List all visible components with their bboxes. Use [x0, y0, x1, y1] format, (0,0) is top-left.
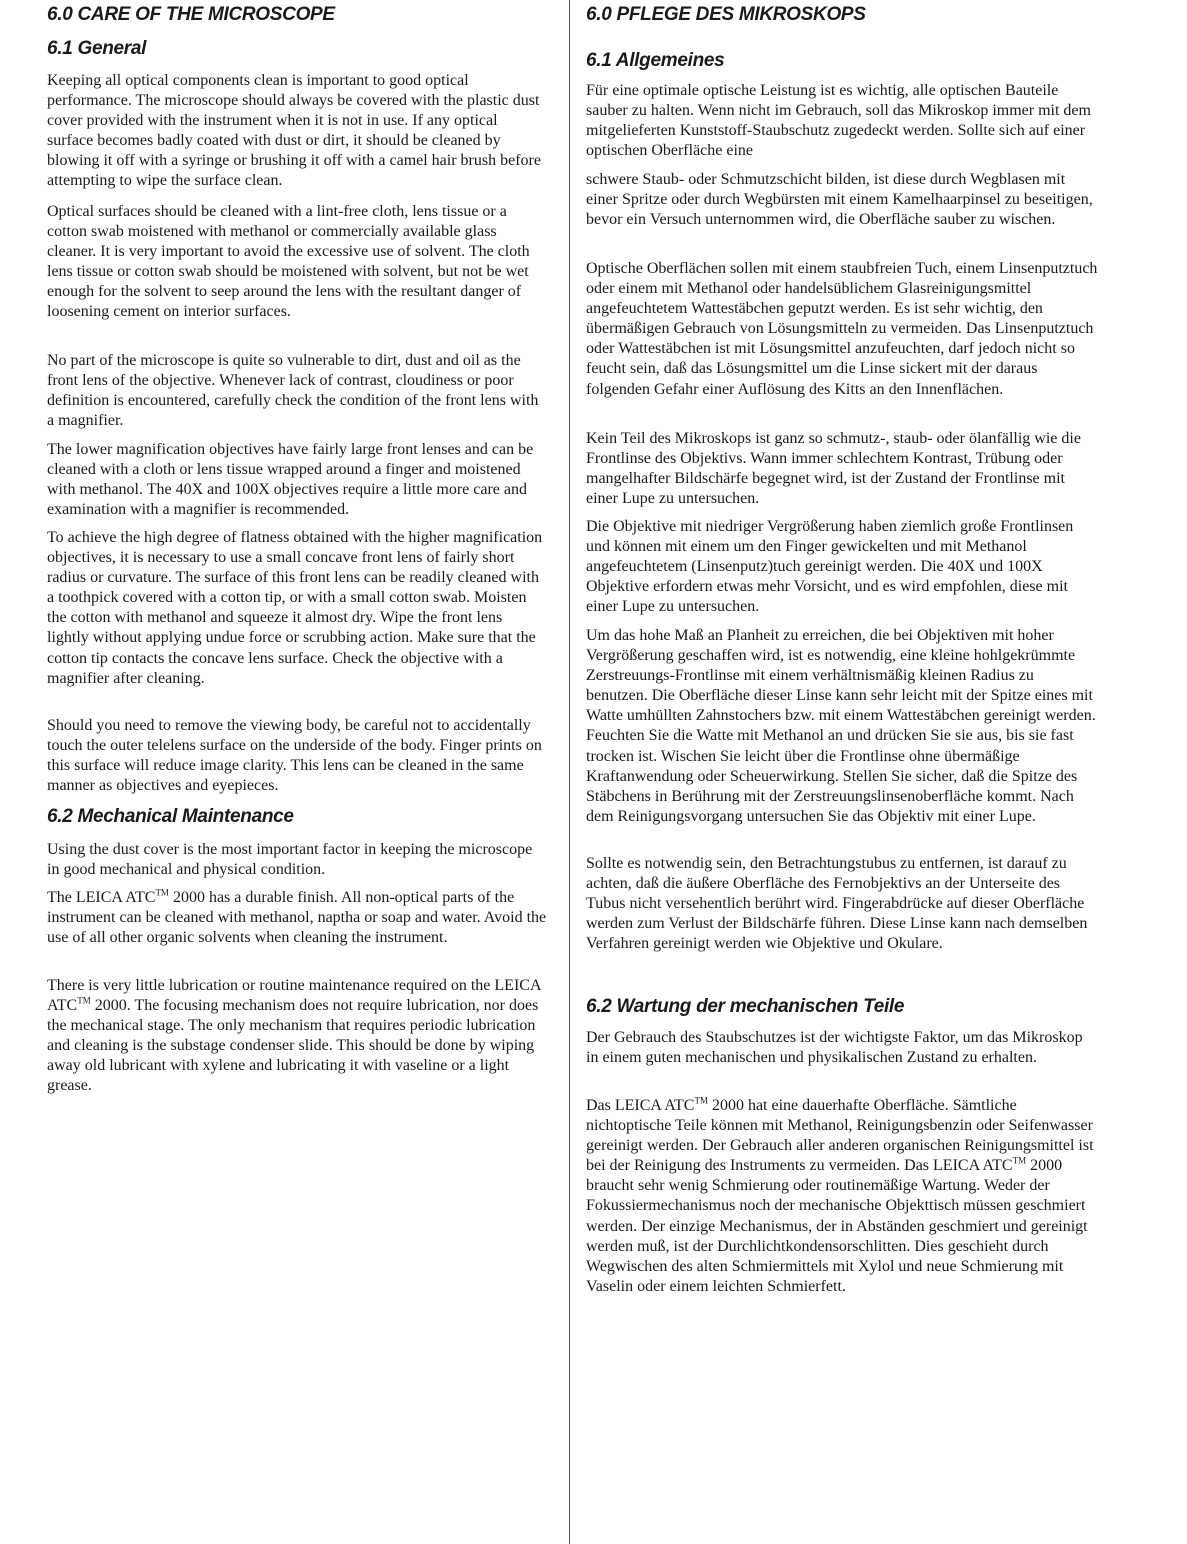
mechanical-heading: 6.2 Mechanical Maintenance	[47, 806, 294, 827]
paragraph: schwere Staub- oder Schmutzschicht bilden, ist diese durch Wegblasen mit einer Spritze oder durch Wegbürsten mit einem Kamelhaarpinsel zu beseitigen, bevor ein Versuch unternommen wird, die Oberfläche sauber zu wischen.	[586, 171, 1093, 229]
paragraph: Keeping all optical components clean is important to good optical performance. The microscope should always be covered with the plastic dust cover provided with the instrument when it is not in use. If any optical surface becomes badly coated with dust or dirt, it should be cleaned by blowing it off with a syringe or brushing it off with a camel hair brush before attempting to wipe the surface clean.	[47, 72, 541, 190]
mechanical-heading: 6.2 Wartung der mechanischen Teile	[586, 996, 905, 1017]
paragraph: Should you need to remove the viewing body, be careful not to accidentally touch the outer telelens surface on the underside of the body. Finger prints on this surface will reduce image clarity. This lens can be cleaned in the same manner as objectives and eyepieces.	[47, 717, 542, 795]
trademark-mark: TM	[155, 887, 169, 898]
paragraph: Kein Teil des Mikroskops ist ganz so schmutz-, staub- oder ölanfällig wie die Frontlinse des Objektivs. Wann immer schlechtem Kontrast, Trübung oder mangelhafter Bildschärfe begegnet wird, ist der Zustand der Frontlinse mit einer Lupe zu untersuchen.	[586, 430, 1081, 508]
section-title: 6.0 CARE OF THE MICROSCOPE	[47, 4, 335, 25]
paragraph: Using the dust cover is the most important factor in keeping the microscope in good mechanical and physical condition.	[47, 841, 533, 879]
paragraph: The LEICA ATC™ 2000 has a durable finish. All non-optical parts of the instrument can be cleaned with methanol, naptha or soap and water. Avoid the use of all other organic solvents when cleaning the instrument.	[47, 887, 547, 947]
paragraph: Optical surfaces should be cleaned with a lint-free cloth, lens tissue or a cotton swab moistened with methanol or commercially available glass cleaner. It is very important to avoid the excessive use of solvent. The cloth lens tissue or cotton swab should be moistened with solvent, but not be wet enough for the solvent to seep around the lens with the resultant danger of loosening cement on interior surfaces.	[47, 203, 530, 321]
section-title: 6.0 PFLEGE DES MIKROSKOPS	[586, 4, 866, 25]
paragraph: Der Gebrauch des Staubschutzes ist der wichtigste Faktor, um das Mikroskop in einem guten mechanischen und physikalischen Zustand zu erhalten.	[586, 1029, 1083, 1067]
trademark-mark: TM	[1012, 1155, 1027, 1166]
paragraph: Sollte es notwendig sein, den Betrachtungstubus zu entfernen, ist darauf zu achten, daß die äußere Oberfläche des Fernobjektivs an der Unterseite des Tubus nicht versehentlich berührt wird. Fingerabdrücke auf dieser Oberfläche werden zum Verlust der Bildschärfe führen. Diese Linse kann nach demselben Verfahren gereinigt werden wie Objektive und Okulare.	[586, 855, 1088, 953]
paragraph: To achieve the high degree of flatness obtained with the higher magnification objectives, it is necessary to use a small concave front lens of fairly short radius or curvature. The surface of this front lens can be readily cleaned with a toothpick covered with a cotton tip, or with a small cotton swab. Moisten the cotton with methanol and squeeze it almost dry. Wipe the front lens lightly without applying undue force or scrubbing action. Make sure that the cotton tip contacts the concave lens surface. Check the objective with a magnifier after cleaning.	[47, 529, 543, 687]
paragraph: No part of the microscope is quite so vulnerable to dirt, dust and oil as the front lens of the objective. Whenever lack of contrast, cloudiness or poor definition is encountered, carefully check the condition of the front lens with a magnifier.	[47, 352, 539, 430]
paragraph: There is very little lubrication or routine maintenance required on the LEICA ATC™ 2000. The focusing mechanism does not require lubrication, nor does the mechanical stage. The only mechanism that requires periodic lubrication and cleaning is the substage condenser slide. This should be done by wiping away old lubricant with xylene and lubricating it with vaseline or a light grease.	[47, 977, 541, 1095]
paragraph: Das LEICA ATC™ 2000 hat eine dauerhafte Oberfläche. Sämtliche nichtoptische Teile können mit Methanol, Reinigungsbenzin oder Seifenwasser gereinigt werden. Der Gebrauch aller anderen organischen Reinigungsmittel ist bei der Reinigung des Instruments zu vermeiden. Das LEICA ATC™ 2000 braucht sehr wenig Schmierung oder routinemäßige Wartung. Weder der Fokussiermechanismus noch der mechanische Objekttisch müssen geschmiert werden. Der einzige Mechanismus, der in Abständen geschmiert und gereinigt werden muß, ist der Durchlichtkondensorschlitten. Dies geschieht durch Wegwischen des alten Schmiermittels mit Xylol und neue Schmierung mit Vaselin oder einem leichten Schmierfett.	[586, 1095, 1094, 1295]
general-heading: 6.1 Allgemeines	[586, 50, 725, 71]
paragraph: Optische Oberflächen sollen mit einem staubfreien Tuch, einem Linsenputztuch oder einem mit Methanol oder handelsüblichem Glasreinigungsmittel angefeuchtetem Wattestäbchen geputzt werden. Es ist sehr wichtig, den übermäßigen Gebrauch von Lösungsmitteln zu vermeiden. Das Linsenputztuch oder Wattestäbchen ist mit Lösungsmittel anzufeuchten, darf jedoch nicht so feucht sein, daß das Lösungsmittel um die Linse sickert mit der daraus folgenden Gefahr einer Auflösung des Kitts an den Innenflächen.	[586, 260, 1098, 398]
paragraph: Um das hohe Maß an Planheit zu erreichen, die bei Objektiven mit hoher Vergrößerung geschaffen wird, ist es notwendig, eine kleine hohlgekrümmte Zerstreuungs-Frontlinse mit einem verhältnismäßig kleinen Radius zu benutzen. Die Oberfläche dieser Linse kann sehr leicht mit der Spitze eines mit Watte umhüllten Zahnstochers bzw. mit einem Wattestäbchen gereinigt werden. Feuchten Sie die Watte mit Methanol an und drücken Sie sie aus, bis sie fast trocken ist. Wischen Sie leicht über die Frontlinse ohne übermäßige Kraftanwendung oder Scheuerwirkung. Stellen Sie sicher, daß die Spitze des Stäbchens in Berührung mit der Zerstreuungslinsenoberfläche kommt. Nach dem Reinigungsvorgang untersuchen Sie das Objektiv mit einer Lupe.	[586, 627, 1096, 825]
paragraph: Die Objektive mit niedriger Vergrößerung haben ziemlich große Frontlinsen und können mit einem um den Finger gewickelten und mit Methanol angefeuchtetem (Linsenputz)tuch gereinigt werden. Die 40X und 100X Objektive erfordern etwas mehr Vorsicht, und es wird empfohlen, diese mit einer Lupe zu untersuchen.	[586, 518, 1074, 616]
column-divider	[569, 0, 570, 1544]
paragraph: Für eine optimale optische Leistung ist es wichtig, alle optischen Bauteile sauber zu halten. Wenn nicht im Gebrauch, soll das Mikroskop immer mit dem mitgelieferten Kunststoff-Staubschutz zugedeckt werden. Sollte sich auf einer optischen Oberfläche eine	[586, 82, 1091, 160]
paragraph: The lower magnification objectives have fairly large front lenses and can be cleaned with a cloth or lens tissue wrapped around a finger and moistened with methanol. The 40X and 100X objectives require a little more care and examination with a magnifier is recommended.	[47, 441, 534, 519]
trademark-mark: TM	[694, 1095, 708, 1106]
trademark-mark: TM	[77, 995, 91, 1006]
general-heading: 6.1 General	[47, 38, 147, 59]
